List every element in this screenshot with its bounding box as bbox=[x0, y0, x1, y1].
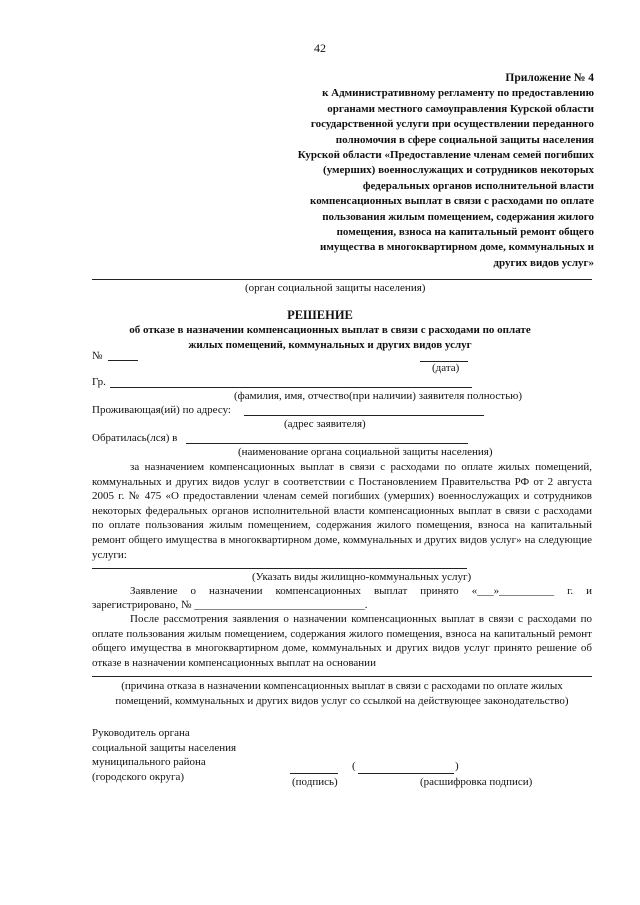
services-caption: (Указать виды жилищно-коммунальных услуг) bbox=[252, 571, 472, 583]
reason-caption-line: помещений, коммунальных и других видов услуг со ссылкой на действующее законодательство) bbox=[115, 694, 569, 707]
date-caption: (дата) bbox=[432, 362, 460, 374]
annex-line: пользования жилым помещением, содержания жилого bbox=[322, 210, 594, 223]
subtitle-line: жилых помещений, коммунальных и других видов услуг bbox=[188, 338, 472, 351]
number-label: № bbox=[92, 350, 103, 362]
number-field[interactable] bbox=[108, 360, 138, 361]
signer-line: социальной защиты населения bbox=[92, 741, 237, 754]
annex-line: компенсационных выплат в связи с расходами по оплате bbox=[310, 195, 594, 208]
annex-line: Приложение № 4 bbox=[505, 72, 594, 84]
reason-caption-line: (причина отказа в назначении компенсационных выплат в связи с расходами по оплате жилых bbox=[121, 680, 563, 692]
annex-line: федеральных органов исполнительной власти bbox=[362, 179, 594, 192]
signer-block bbox=[92, 726, 236, 784]
page-number: 42 bbox=[314, 41, 326, 55]
residing-label: Проживающая(ий) по адресу: bbox=[92, 404, 231, 416]
signature-field[interactable] bbox=[290, 773, 338, 774]
paragraph-decision: После рассмотрения заявления о назначении компенсационных выплат в связи с расходами по оплате пользования жилым помещением, содержания жилого помещения, взноса на капитальный ремонт общего имущества в многоквартирном доме, коммунальных и других видов услуг принято решение об отказе в назначении компенсационных выплат на основании bbox=[92, 613, 592, 669]
signer-line: (городского округа) bbox=[92, 770, 185, 783]
decode-close-paren: ) bbox=[455, 760, 459, 772]
annex-line: органами местного самоуправления Курской области bbox=[327, 102, 594, 115]
authority-line bbox=[92, 279, 592, 280]
registered-text: зарегистрировано, № _______________________________. bbox=[92, 599, 368, 611]
paragraph-request: за назначением компенсационных выплат в связи с расходами по оплате жилых помещений, коммунальных и других видов услуг в соответствии с Постановлением Правительства РФ от 2 августа 2005 г. № 475 «О предоставлении членам семей погибших (умерших) военнослужащих и сотрудников некоторых федеральных органов исполнительной власти компенсационных выплат в связи с расходами по оплате пользования жилым помещением, содержания жилого помещения, взноса на капитальный ремонт общего имущества в многоквартирном доме, коммунальных и других видов услуг» на следующие услуги: bbox=[92, 461, 592, 561]
authority-name-caption: (наименование органа социальной защиты населения) bbox=[238, 446, 493, 458]
application-text: Заявление о назначении компенсационных выплат принято «___»__________ г. и bbox=[130, 585, 592, 597]
reason-caption bbox=[92, 679, 592, 708]
address-field[interactable] bbox=[244, 415, 484, 416]
subtitle-line: об отказе в назначении компенсационных выплат в связи с расходами по оплате bbox=[129, 324, 531, 336]
annex-line: имущества в многоквартирном доме, коммунальных и bbox=[320, 241, 594, 254]
annex-line: Курской области «Предоставление членам семей погибших bbox=[297, 149, 594, 162]
annex-line: государственной услуги при осуществлении переданного bbox=[310, 118, 594, 131]
citizen-label: Гр. bbox=[92, 376, 106, 388]
signer-line: муниципального района bbox=[92, 756, 206, 769]
address-caption: (адрес заявителя) bbox=[284, 418, 366, 430]
fio-caption: (фамилия, имя, отчество(при наличии) заявителя полностью) bbox=[234, 390, 523, 402]
annex-line: к Административному регламенту по предоставлению bbox=[322, 87, 594, 100]
annex-line: помещения, взноса на капитальный ремонт общего bbox=[336, 226, 594, 239]
authority-caption: (орган социальной защиты населения) bbox=[245, 282, 426, 294]
citizen-field[interactable] bbox=[110, 387, 472, 388]
applied-field[interactable] bbox=[186, 443, 468, 444]
annex-line: (умерших) военнослужащих и сотрудников некоторых bbox=[323, 164, 594, 177]
reason-field[interactable] bbox=[92, 676, 592, 677]
document-title: РЕШЕНИЕ bbox=[287, 308, 353, 322]
signer-line: Руководитель органа bbox=[92, 727, 190, 739]
decode-open-paren: ( bbox=[352, 760, 356, 772]
annex-header bbox=[254, 71, 594, 271]
annex-line: полномочия в сфере социальной защиты населения bbox=[335, 133, 594, 146]
applied-label: Обратилась(лся) в bbox=[92, 432, 178, 444]
annex-line: других видов услуг» bbox=[493, 256, 594, 269]
document-subtitle bbox=[120, 323, 540, 352]
signature-caption: (подпись) bbox=[292, 776, 338, 788]
decode-field[interactable] bbox=[358, 773, 454, 774]
services-field[interactable] bbox=[92, 568, 467, 569]
decode-caption: (расшифровка подписи) bbox=[420, 776, 533, 788]
